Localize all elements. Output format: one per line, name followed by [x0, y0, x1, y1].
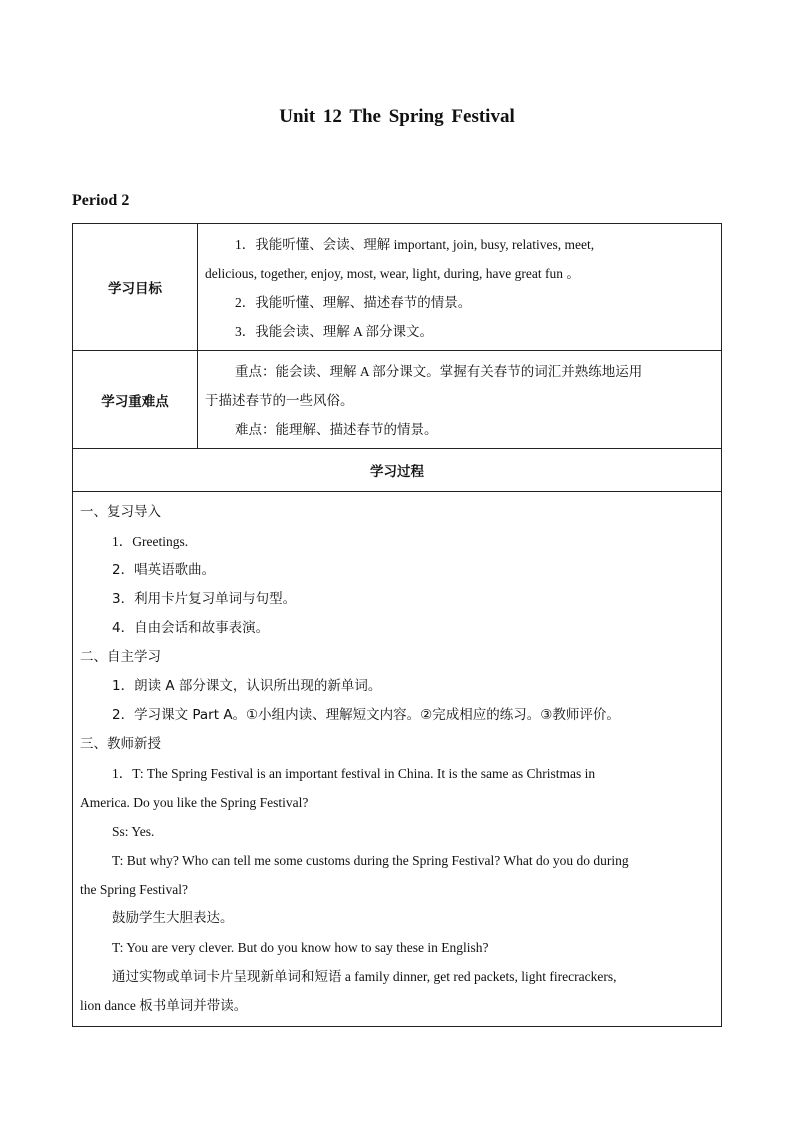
period-heading: Period 2	[72, 192, 130, 209]
section-3-para-6a: 通过实物或单词卡片呈现新单词和短语 a family dinner, get red packets, light firecrackers,	[112, 969, 617, 984]
section-3-para-2: Ss: Yes.	[112, 824, 155, 839]
process-content	[73, 492, 722, 1027]
section-3-para-6b: lion dance 板书单词并带读。	[80, 998, 248, 1013]
keypoints-content	[198, 351, 722, 449]
section-2-item-2: 2．学习课文 Part A。①小组内读、理解短文内容。②完成相应的练习。③教师评价。	[112, 707, 620, 723]
lesson-plan-table	[72, 223, 722, 1027]
goals-label: 学习目标	[73, 224, 198, 351]
section-3-para-5: T: You are very clever. But do you know how to say these in English?	[112, 940, 489, 955]
section-1-item-1: 1．Greetings.	[112, 534, 189, 549]
keypoints-line-1: 重点：能会读、理解 A 部分课文。掌握有关春节的词汇并熟练地运用	[235, 364, 643, 379]
goals-line-1: 1．我能听懂、会读、理解 important, join, busy, relatives, meet,	[235, 237, 595, 252]
goals-line-2: delicious, together, enjoy, most, wear, light, during, have great fun 。	[205, 266, 580, 281]
goals-line-4: 3．我能会读、理解 A 部分课文。	[235, 324, 434, 339]
process-row	[73, 492, 722, 1027]
section-3-para-3a: T: But why? Who can tell me some customs during the Spring Festival? What do you do during	[112, 853, 629, 868]
section-2-item-1: 1．朗读 A 部分课文，认识所出现的新单词。	[112, 678, 382, 694]
section-1-item-4: 4．自由会话和故事表演。	[112, 620, 270, 636]
section-2-title: 二、自主学习	[80, 649, 161, 665]
keypoints-row	[73, 351, 722, 449]
process-header: 学习过程	[73, 449, 722, 492]
goals-content	[198, 224, 722, 351]
goals-line-3: 2．我能听懂、理解、描述春节的情景。	[235, 295, 472, 310]
section-1-item-2: 2．唱英语歌曲。	[112, 562, 216, 578]
section-1-title: 一、复习导入	[80, 504, 161, 520]
keypoints-line-2: 于描述春节的一些风俗。	[205, 393, 354, 408]
process-header-row	[73, 449, 722, 492]
section-3-para-1b: America. Do you like the Spring Festival?	[80, 795, 309, 810]
keypoints-line-3: 难点：能理解、描述春节的情景。	[235, 422, 438, 437]
section-3-title: 三、教师新授	[80, 736, 161, 752]
keypoints-label: 学习重难点	[73, 351, 198, 449]
section-3-para-3b: the Spring Festival?	[80, 882, 188, 897]
section-3-para-4: 鼓励学生大胆表达。	[112, 910, 234, 926]
section-3-para-1a: 1．T: The Spring Festival is an important festival in China. It is the same as Christmas in	[112, 766, 596, 781]
section-1-item-3: 3．利用卡片复习单词与句型。	[112, 591, 297, 607]
goals-row	[73, 224, 722, 351]
document-title: Unit 12 The Spring Festival	[279, 106, 515, 127]
